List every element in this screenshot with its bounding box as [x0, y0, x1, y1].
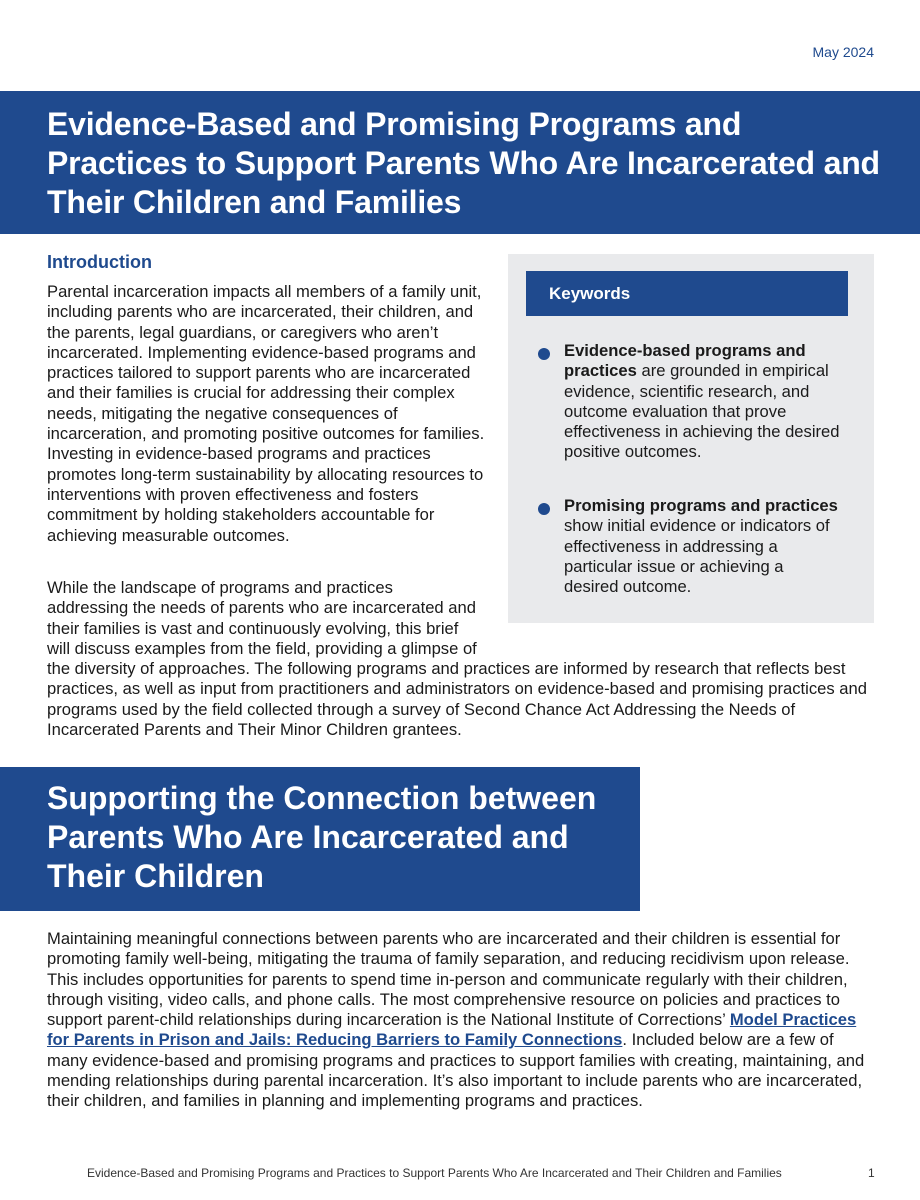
- intro-paragraph-2: [47, 578, 877, 740]
- page-title: Evidence-Based and Promising Programs and Practices to Support Parents Who Are Incarcerated and Their Children and Families: [47, 106, 880, 220]
- bullet-icon: [538, 348, 550, 360]
- section-text-before-link: Maintaining meaningful connections between parents who are incarcerated and their children is essential for promoting family well-being, mitigating the trauma of family separation, and reducing recidivism upon release. This includes opportunities for parents to spend time in-person and communicate regularly with their children, through visiting, video calls, and phone calls. The most comprehensive resource on policies and practices to support parent-child relationships during incarceration is the National Institute of Corrections’: [47, 929, 850, 1030]
- intro-paragraph-2-text: While the landscape of programs and practices addressing the needs of parents who are incarcerated and their families is vast and continuously evolving, this brief will discuss examples from the field, providing a glimpse of the diversity of approaches. The following programs and practices are informed by research that reflects best practices, as well as input from practitioners and administrators on evidence-based and promising practices and programs used by the field collected through a survey of Second Chance Act Addressing the Needs of Incarcerated Parents and Their Minor Children grantees.: [47, 578, 867, 740]
- keyword-text: [564, 341, 842, 463]
- keywords-header: Keywords: [526, 271, 848, 316]
- intro-heading: Introduction: [47, 252, 152, 272]
- keyword-term: Promising programs and practices: [564, 496, 838, 515]
- bullet-icon: [538, 503, 550, 515]
- publication-date: May 2024: [812, 44, 874, 60]
- keyword-term: Evidence-based programs and practices: [564, 341, 806, 381]
- intro-paragraph-1: Parental incarceration impacts all members of a family unit, including parents who are incarcerated, their children, and the parents, legal guardians, or caregivers who aren’t incarcerated. Implementing evidence-based programs and practices tailored to support parents who are incarcerated and their families is crucial for addressing their complex needs, mitigating the negative consequences of incarceration, and promoting positive outcomes for families. Investing in evidence-based programs and practices promotes long-term sustainability by allocating resources to interventions with proven effectiveness and fosters commitment by holding stakeholders accountable for achieving measurable outcomes.: [47, 282, 485, 545]
- section-text-after-link: . Included below are a few of many evidence-based and promising programs and practices to support families with creating, maintaining, and mending relationships during parental incarceration. It’s also important to include parents who are incarcerated, their children, and families in planning and implementing programs and practices.: [47, 1030, 865, 1111]
- footer-title: Evidence-Based and Promising Programs and Practices to Support Parents Who Are Incarcerated and Their Children and Families: [87, 1166, 782, 1180]
- keyword-definition: are grounded in empirical evidence, scientific research, and outcome evaluation that prove effectiveness in achieving the desired positive outcomes.: [564, 361, 840, 462]
- section-heading: Supporting the Connection between Parents Who Are Incarcerated and Their Children: [47, 780, 597, 894]
- keywords-box: [508, 254, 874, 623]
- section-banner: [0, 767, 640, 911]
- title-banner: [0, 91, 920, 234]
- page-number: 1: [868, 1166, 875, 1180]
- section-paragraph: [47, 929, 877, 1112]
- model-practices-link[interactable]: Model Practices for Parents in Prison and Jails: Reducing Barriers to Family Connections: [47, 1010, 857, 1050]
- keyword-definition: show initial evidence or indicators of effectiveness in addressing a particular issue or achieving a desired outcome.: [564, 516, 830, 597]
